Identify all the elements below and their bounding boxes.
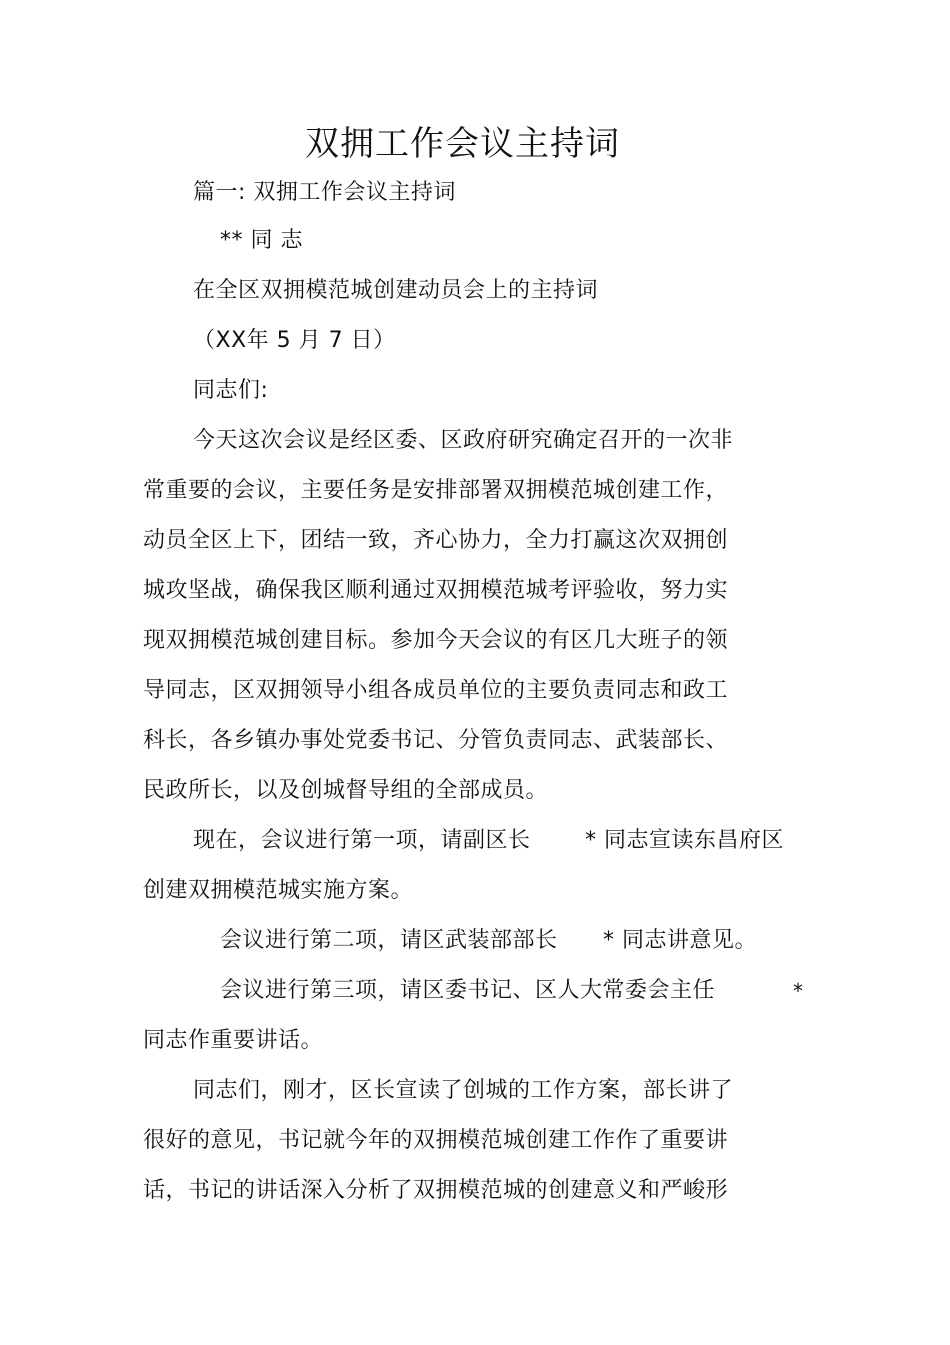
paragraph-line: 现双拥模范城创建目标。参加今天会议的有区几大班子的领 xyxy=(143,628,729,653)
paragraph-line: 导同志，区双拥领导小组各成员单位的主要负责同志和政工 xyxy=(143,678,729,703)
paragraph-line: 动员全区上下，团结一致，齐心协力，全力打赢这次双拥创 xyxy=(143,528,729,553)
agenda-item-3-text: 会议进行第三项，请区委书记、区人大常委会主任 xyxy=(220,978,716,1003)
document-title: 双拥工作会议主持词 xyxy=(305,124,620,164)
agenda-item-3-star: * xyxy=(793,979,803,1003)
agenda-item-1-text: 现在，会议进行第一项，请副区长 xyxy=(193,828,531,853)
paragraph-line: 常重要的会议，主要任务是安排部署双拥模范城创建工作， xyxy=(143,478,729,503)
agenda-item-1-line2: 创建双拥模范城实施方案。 xyxy=(143,878,414,903)
paragraph-line: 民政所长，以及创城督导组的全部成员。 xyxy=(143,778,549,803)
paragraph-line: 同志们，刚才，区长宣读了创城的工作方案，部长讲了 xyxy=(193,1078,734,1103)
paragraph-line: 话，书记的讲话深入分析了双拥模范城的创建意义和严峻形 xyxy=(143,1178,729,1203)
paragraph-line: 今天这次会议是经区委、区政府研究确定召开的一次非 xyxy=(193,428,734,453)
document-subtitle: 篇一: 双拥工作会议主持词 xyxy=(193,180,456,205)
paragraph-line: 城攻坚战，确保我区顺利通过双拥模范城考评验收，努力实 xyxy=(143,578,729,603)
agenda-item-2-text-continued: * 同志讲意见。 xyxy=(603,928,757,953)
speaker-line: ** 同 志 xyxy=(220,228,303,253)
paragraph-line: 很好的意见，书记就今年的双拥模范城创建工作作了重要讲 xyxy=(143,1128,729,1153)
date-line: （XX年 5 月 7 日） xyxy=(193,328,396,353)
agenda-item-3-line2: 同志作重要讲话。 xyxy=(143,1028,324,1053)
agenda-item-1-text-continued: * 同志宣读东昌府区 xyxy=(585,828,784,853)
paragraph-line: 科长，各乡镇办事处党委书记、分管负责同志、武装部长、 xyxy=(143,728,729,753)
occasion-line: 在全区双拥模范城创建动员会上的主持词 xyxy=(193,278,599,303)
agenda-item-2-text: 会议进行第二项，请区武装部部长 xyxy=(220,928,558,953)
salutation: 同志们: xyxy=(193,378,269,403)
